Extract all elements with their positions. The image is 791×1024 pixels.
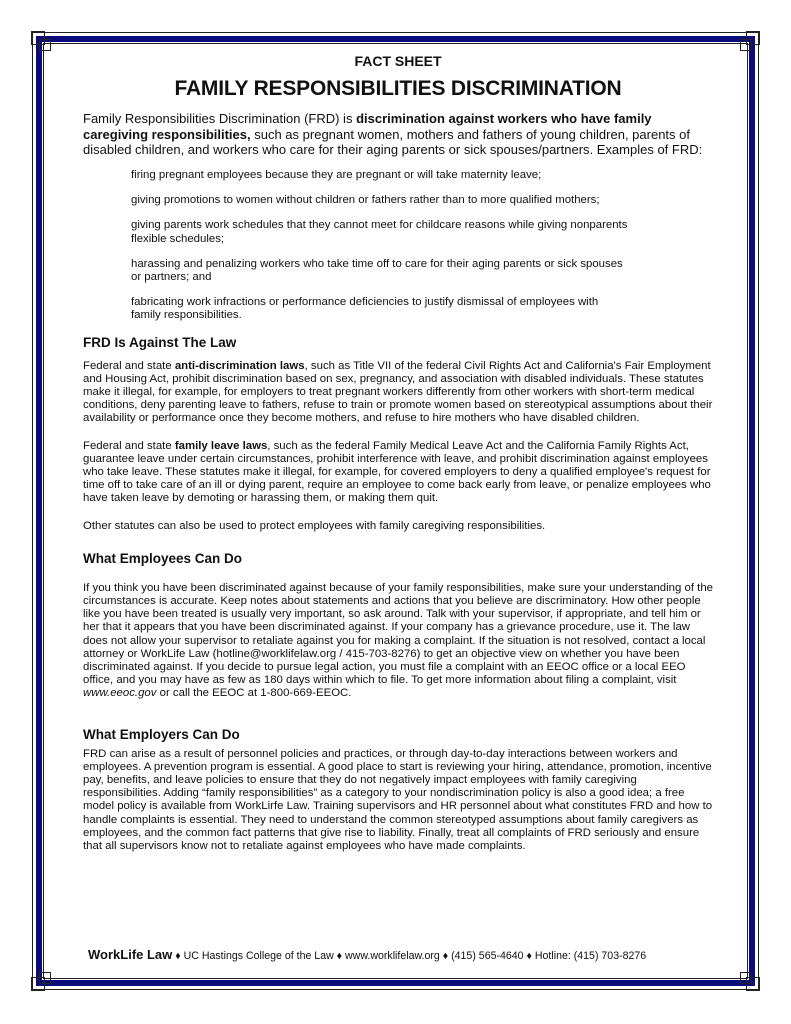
document-title: FAMILY RESPONSIBILITIES DISCRIMINATION [174,77,622,101]
footer-hotline: Hotline: (415) 703-8276 [534,950,647,962]
border-corner [740,39,752,51]
section-heading-employers: What Employers Can Do [83,726,240,742]
footer-contact-line [88,947,646,962]
intro-text: Family Responsibilities Discrimination (FRD) is [83,111,357,127]
diamond-separator-icon: ♦ [172,950,184,962]
eeoc-link[interactable]: www.eeoc.gov [83,687,157,700]
intro-paragraph [83,111,713,158]
intro-text: such as pregnant women, mothers and fathers of young children, parents of disabled children, and workers who care for their aging parents or sick spouses/partners. Examples of FRD: [83,126,703,158]
footer-phone: (415) 565-4640 [451,950,524,962]
footer-brand: WorkLife Law [88,947,173,962]
list-item: firing pregnant employees because they are pregnant or will take maternity leave; [131,168,542,181]
intro-emphasis: discrimination against workers who have family caregiving responsibilities, [83,111,652,142]
employers-paragraph: FRD can arise as a result of personnel policies and practices, or through day-to-day interactions between workers and employees. A prevention program is essential. A good place to start is reviewing your hiring, attendance, promotion, incentive pay, benefits, and leave policies to ensure that they do not negatively impact employees with family caregiving responsibilities. Adding “family responsibilities” as a category to your nondiscrimination policy is also a good idea; a free model policy is available from WorkLirfe Law. Training supervisors and HR personnel about what constitutes FRD and how to handle complaints is essential. They need to understand the common stereotyped assumptions about family caregivers as employees, and the common fact patterns that give rise to liability. Finally, treat all complaints of FRD seriously and ensure that all supervisors know not to retaliate against employees who have made complaints. [83,747,713,853]
text: , such as Title VII of the federal Civil Rights Act and California's Fair Employment and Housing Act, prohibit discrimination based on sex, pregnancy, and association with disabled individuals. These statutes make it illegal, for example, for employers to treat pregnant workers differently from other workers with short-term medical conditions, deny parenting leave to fathers, refuse to train or promote women based on stereotypical assumptions about their availability or performance once they become mothers, and refuse to hire mothers who have disabled children. [83,359,713,425]
diamond-separator-icon: ♦ [439,950,452,962]
diamond-separator-icon: ♦ [523,950,535,962]
border-corner [39,972,51,984]
list-item: giving promotions to women without children or fathers rather than to more qualified mothers; [131,194,600,207]
document-kicker: FACT SHEET [354,53,442,69]
border-corner [740,972,752,984]
text: If you think you have been discriminated against because of your family responsibilities, make sure your understanding of the circumstances is accurate. Keep notes about statements and actions that you believe are discriminatory. How other people like you have been treated is usually very important, so ask around. Talk with your supervisor, if appropriate, and tell him or her that it appears that you have been discriminated against. If your company has a grievance procedure, use it. The law does not allow your supervisor to retaliate against you for making a complaint. If the situation is not resolved, contact a local attorney or WorkLife Law (hotline@worklifelaw.org / 415-703-8276) to get an objective view on whether you have been discriminated against. If you decide to pursue legal action, you must file a complaint with an EEOC office or a local EEO office, and you may have as few as 180 days within which to file. To get more information about filing a complaint, visit [83,581,714,687]
employees-paragraph [83,582,713,701]
law-paragraph-1 [83,360,713,426]
footer-website-link[interactable]: www.worklifelaw.org [345,950,440,962]
law-paragraph-2 [83,440,713,506]
fact-sheet-content [83,55,713,853]
list-item: giving parents work schedules that they cannot meet for childcare reasons while giving nonparents flexible schedules; [131,219,628,245]
law-paragraph-3: Other statutes can also be used to protect employees with family caregiving responsibilities. [83,519,546,532]
section-heading-employees: What Employees Can Do [83,550,243,566]
emphasis: anti-discrimination laws [174,359,305,372]
section-heading-law: FRD Is Against The Law [83,334,237,350]
text: , such as the federal Family Medical Leave Act and the California Family Rights Act, guarantee leave under certain circumstances, prohibit interference with leave, and prohibit discrimination against employees who take leave. These statutes make it illegal, for example, for covered employers to deny a qualified employee's request for time off to take care of an ill or dying parent, require an employee to come back early from leave, or penalize employees who have taken leave by demoting or harassing them, or making them quit. [83,439,711,505]
text: Federal and state [83,439,175,452]
text: or call the EEOC at 1-800-669-EEOC. [156,687,352,700]
footer-institution: UC Hastings College of the Law [183,950,334,962]
emphasis: family leave laws [174,439,268,452]
diamond-separator-icon: ♦ [333,950,346,962]
list-item: harassing and penalizing workers who take time off to care for their aging parents or sick spouses or partners; and [131,257,623,283]
list-item: fabricating work infractions or performance deficiencies to justify dismissal of employees with family responsibilities. [131,296,599,322]
border-corner [39,39,51,51]
frd-examples-list [131,169,631,323]
text: Federal and state [83,359,175,372]
